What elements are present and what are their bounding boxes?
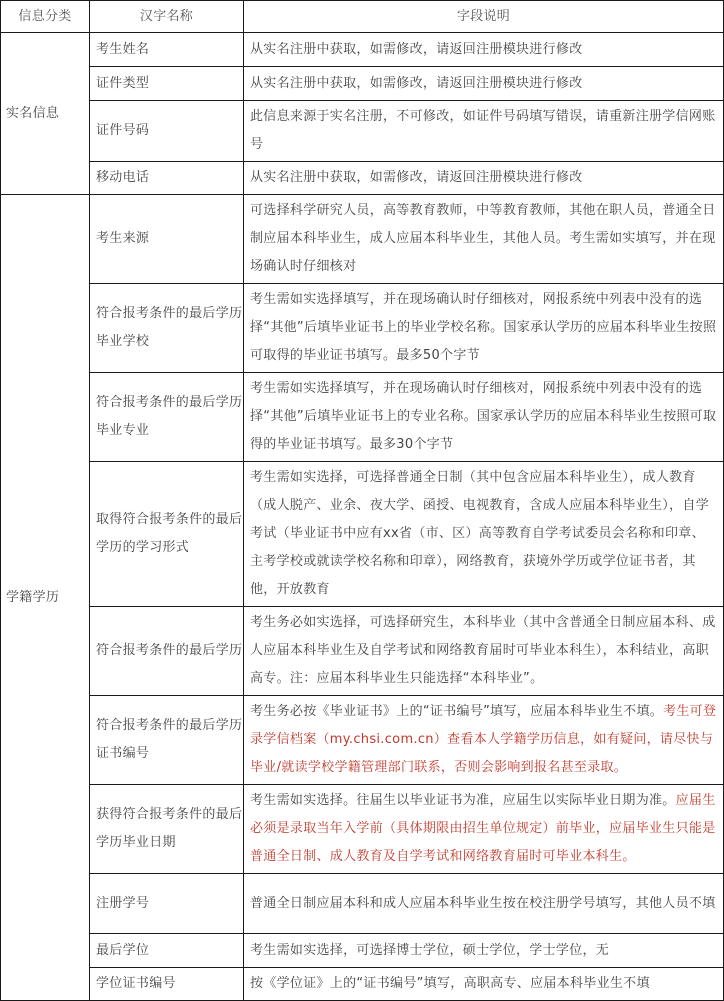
table-row [1,33,724,67]
table-row [1,785,724,874]
field-name: 符合报考条件的最后学历毕业学校 [90,284,244,373]
field-desc: 考生需如实选择填写，并在现场确认时仔细核对，网报系统中列表中没有的选择“其他”后填毕业证书上的毕业学校名称。国家承认学历的应届本科毕业生按照可取得的毕业证书填写。最多50个字节 [244,284,724,373]
field-desc-highlight: 应届生必须是录取当年入学前（具体期限由招生单位规定）前毕业，应届毕业生只能是普通全日制、成人教育及自学考试和网络教育届时可毕业本科生。 [250,793,716,864]
category-cell: 学籍学历 [1,195,90,1001]
field-desc: 按《学位证》上的“证书编号”填写，高职高专、应届本科毕业生不填 [244,968,724,1001]
field-name: 符合报考条件的最后学历毕业专业 [90,373,244,462]
field-desc: 此信息来源于实名注册，不可修改，如证件号码填写错误，请重新注册学信网账号 [244,101,724,162]
header-name: 汉字名称 [90,1,244,33]
header-category: 信息分类 [1,1,90,33]
field-name: 证件号码 [90,101,244,162]
field-desc-normal: 考生需如实选择。往届生以毕业证书为准，应届生以实际毕业日期为准。 [250,793,676,808]
table-row [1,607,724,696]
field-name: 移动电话 [90,162,244,195]
field-desc: 考生需如实选择，可选择博士学位，硕士学位，学士学位，无 [244,934,724,968]
field-name: 考生姓名 [90,33,244,67]
table-row [1,968,724,1001]
field-name: 学位证书编号 [90,968,244,1001]
field-name: 获得符合报考条件的最后学历毕业日期 [90,785,244,874]
field-desc: 考生务必如实选择，可选择研究生，本科毕业（其中含普通全日制应届本科、成人应届本科毕业生及自学考试和网络教育届时可毕业本科生），本科结业，高职高专。注：应届本科毕业生只能选择“本科毕业”。 [244,607,724,696]
field-name: 证件类型 [90,67,244,101]
field-desc: 从实名注册中获取，如需修改，请返回注册模块进行修改 [244,33,724,67]
table-row [1,162,724,195]
table-row [1,462,724,607]
field-desc: 可选择科学研究人员，高等教育教师，中等教育教师，其他在职人员，普通全日制应届本科毕业生，成人应届本科毕业生，其他人员。考生需如实填写，并在现场确认时仔细核对 [244,195,724,284]
category-cell: 实名信息 [1,33,90,195]
field-name: 考生来源 [90,195,244,284]
table-row [1,101,724,162]
field-desc: 考生需如实选择，可选择普通全日制（其中包含应届本科毕业生），成人教育（成人脱产、业余、夜大学、函授、电视教育，含成人应届本科毕业生），自学考试（毕业证书中应有xx省（市、区）高等教育自学考试委员会名称和印章、主考学校或就读学校名称和印章），网络教育，获境外学历或学位证书者，其他，开放教育 [244,462,724,607]
header-description: 字段说明 [244,1,724,33]
field-desc: 考生需如实选择填写，并在现场确认时仔细核对，网报系统中列表中没有的选择“其他”后填毕业证书上的专业名称。国家承认学历的应届本科毕业生按照可取得的毕业证书填写。最多30个字节 [244,373,724,462]
field-desc [244,785,724,874]
table-row [1,373,724,462]
table-row [1,284,724,373]
field-desc-normal: 考生务必按《毕业证书》上的“证书编号”填写，应届本科毕业生不填。 [250,704,664,719]
table-header-row [1,1,724,33]
table-row [1,195,724,284]
table-row [1,67,724,101]
field-desc [244,696,724,785]
field-name: 注册学号 [90,874,244,934]
table-row [1,934,724,968]
field-desc: 从实名注册中获取，如需修改，请返回注册模块进行修改 [244,162,724,195]
field-desc: 普通全日制应届本科和成人应届本科毕业生按在校注册学号填写，其他人员不填 [244,874,724,934]
field-name: 取得符合报考条件的最后学历的学习形式 [90,462,244,607]
field-name: 符合报考条件的最后学历证书编号 [90,696,244,785]
table-row [1,874,724,934]
field-desc: 从实名注册中获取，如需修改，请返回注册模块进行修改 [244,67,724,101]
field-name: 最后学位 [90,934,244,968]
table-row [1,696,724,785]
field-name: 符合报考条件的最后学历 [90,607,244,696]
field-desc-highlight: 考生可登录学信档案（my.chsi.com.cn）查看本人学籍学历信息，如有疑问，请尽快与毕业/就读学校学籍管理部门联系，否则会影响到报名甚至录取。 [250,704,717,775]
